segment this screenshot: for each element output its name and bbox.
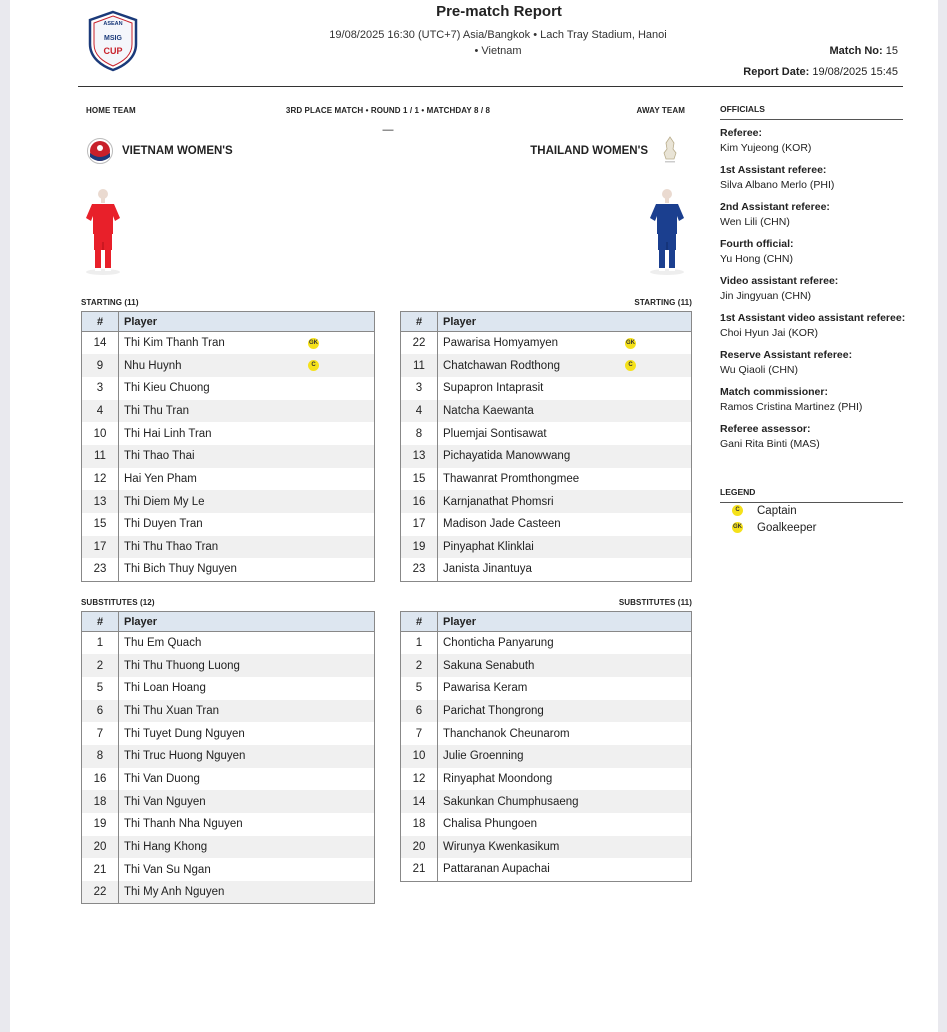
table-row: [401, 332, 692, 355]
table-row: [82, 745, 375, 768]
player-number: 7: [401, 722, 438, 745]
player-name: Julie Groenning: [443, 750, 524, 763]
player-number: 11: [82, 445, 119, 468]
player-number: 23: [82, 558, 119, 581]
player-name: Pichayatida Manowwang: [443, 450, 571, 463]
player-name: Pawarisa Homyamyen: [443, 337, 559, 350]
player-number: 22: [401, 332, 438, 355]
player-name: Thi Thao Thai: [124, 450, 195, 463]
legend-goalkeeper: GK Goalkeeper: [733, 522, 817, 534]
player-name: Thi Diem My Le: [124, 495, 205, 508]
player-name: Thawanrat Promthongmee: [443, 472, 580, 485]
player-cell: [438, 677, 692, 700]
table-row: [82, 768, 375, 791]
player-number: 18: [82, 790, 119, 813]
table-row: [401, 768, 692, 791]
player-number: 19: [82, 813, 119, 836]
player-name: Thi Bich Thuy Nguyen: [124, 563, 237, 576]
table-row: [82, 377, 375, 400]
official-name: Jin Jingyuan (CHN): [720, 290, 812, 302]
home-substitutes-table: [81, 611, 375, 904]
round-info: 3RD PLACE MATCH • ROUND 1 / 1 • MATCHDAY 8 / 8: [285, 106, 491, 115]
player-number: 6: [401, 700, 438, 723]
away-team-label: AWAY TEAM: [636, 106, 685, 115]
player-name: Pawarisa Keram: [443, 682, 528, 695]
official-name: Wen Lili (CHN): [720, 216, 790, 228]
player-number: 1: [401, 632, 438, 655]
table-row: [82, 654, 375, 677]
player-cell: [438, 558, 692, 581]
player-number: 15: [401, 468, 438, 491]
player-name: Sakuna Senabuth: [443, 659, 535, 672]
player-number: 5: [401, 677, 438, 700]
player-number: 14: [82, 332, 119, 355]
player-name: Thi Kieu Chuong: [124, 382, 210, 395]
player-name: Thi Van Duong: [124, 772, 200, 785]
table-row: [82, 513, 375, 536]
player-cell: [119, 881, 375, 904]
player-cell: [438, 377, 692, 400]
player-number: 4: [82, 400, 119, 423]
table-row: [401, 632, 692, 655]
table-row: [401, 677, 692, 700]
home-starting-label: STARTING (11): [81, 298, 139, 307]
away-substitutes-rows: [401, 632, 692, 882]
svg-text:MSIG: MSIG: [104, 35, 122, 42]
away-starting-label: STARTING (11): [634, 298, 692, 307]
player-number: 8: [82, 745, 119, 768]
home-kit-icon: [84, 186, 122, 276]
player-name: Pattaranan Aupachai: [443, 863, 550, 876]
player-name: Thi Thanh Nha Nguyen: [124, 818, 243, 831]
official-name: Kim Yujeong (KOR): [720, 142, 812, 154]
official-role: 1st Assistant video assistant referee:: [720, 312, 906, 324]
table-header: [82, 312, 375, 332]
table-row: [82, 858, 375, 881]
captain-badge-icon: C: [625, 360, 636, 371]
table-row: [82, 536, 375, 559]
player-name: Thi Duyen Tran: [124, 518, 203, 531]
player-cell: [438, 468, 692, 491]
player-cell: [438, 445, 692, 468]
table-row: [82, 354, 375, 377]
table-row: [401, 745, 692, 768]
player-cell: [119, 422, 375, 445]
official-role: Reserve Assistant referee:: [720, 349, 853, 361]
official-item: [720, 274, 910, 311]
player-name: Thi Thu Tran: [124, 404, 189, 417]
player-name: Pinyaphat Klinklai: [443, 541, 534, 554]
official-role: Match commissioner:: [720, 386, 828, 398]
table-header: [401, 312, 692, 332]
col-player: Player: [119, 612, 375, 632]
player-cell: [438, 700, 692, 723]
player-name: Janista Jinantuya: [443, 563, 532, 576]
player-name: Karnjanathat Phomsri: [443, 495, 554, 508]
report-title: Pre-match Report: [436, 3, 562, 20]
score-separator: —: [382, 124, 394, 136]
table-row: [82, 700, 375, 723]
col-player: Player: [438, 312, 692, 332]
home-team-label: HOME TEAM: [86, 106, 136, 115]
table-header: [401, 612, 692, 632]
official-name: Gani Rita Binti (MAS): [720, 438, 820, 450]
player-number: 23: [401, 558, 438, 581]
official-role: 2nd Assistant referee:: [720, 201, 830, 213]
table-row: [82, 677, 375, 700]
player-number: 22: [82, 881, 119, 904]
player-name: Rinyaphat Moondong: [443, 772, 553, 785]
official-item: [720, 200, 910, 237]
player-name: Natcha Kaewanta: [443, 404, 534, 417]
table-row: [401, 445, 692, 468]
player-cell: [119, 677, 375, 700]
player-cell: [119, 468, 375, 491]
player-cell: [438, 632, 692, 655]
player-cell: [119, 836, 375, 859]
away-substitutes-table: [400, 611, 692, 882]
table-row: [401, 858, 692, 881]
table-row: [401, 490, 692, 513]
player-cell: [119, 858, 375, 881]
col-number: #: [82, 612, 119, 632]
player-name: Wirunya Kwenkasikum: [443, 841, 560, 854]
player-number: 12: [82, 468, 119, 491]
player-number: 13: [82, 490, 119, 513]
player-name: Thi Thu Thao Tran: [124, 541, 219, 554]
table-row: [82, 722, 375, 745]
legend-heading: LEGEND: [720, 487, 903, 503]
player-number: 10: [82, 422, 119, 445]
away-kit-icon: [648, 186, 686, 276]
table-row: [401, 654, 692, 677]
table-row: [82, 422, 375, 445]
official-role: Referee assessor:: [720, 423, 811, 435]
player-number: 16: [82, 768, 119, 791]
match-number: Match No: 15: [829, 45, 898, 57]
player-cell: [119, 768, 375, 791]
player-number: 17: [82, 536, 119, 559]
player-cell: [119, 536, 375, 559]
col-number: #: [401, 312, 438, 332]
table-row: [82, 468, 375, 491]
player-name: Thi Tuyet Dung Nguyen: [124, 727, 245, 740]
home-starting-rows: [82, 332, 375, 582]
official-name: Yu Hong (CHN): [720, 253, 793, 265]
captain-badge-icon: C: [308, 360, 319, 371]
player-name: Chalisa Phungoen: [443, 818, 537, 831]
table-row: [401, 558, 692, 581]
official-item: [720, 311, 910, 348]
player-cell: [119, 790, 375, 813]
officials-heading: OFFICIALS: [720, 104, 903, 120]
table-row: [82, 558, 375, 581]
official-item: [720, 422, 910, 459]
player-cell: [119, 513, 375, 536]
home-team-name: VIETNAM WOMEN'S: [122, 145, 233, 157]
legend-captain: C Captain: [732, 505, 797, 517]
player-cell: [438, 654, 692, 677]
player-name: Sakunkan Chumphusaeng: [443, 795, 579, 808]
player-cell: [438, 513, 692, 536]
player-cell: [438, 768, 692, 791]
table-row: [401, 400, 692, 423]
player-name: Pluemjai Sontisawat: [443, 427, 547, 440]
player-number: 9: [82, 354, 119, 377]
player-number: 19: [401, 536, 438, 559]
player-number: 5: [82, 677, 119, 700]
table-row: [82, 790, 375, 813]
goalkeeper-badge-icon: GK: [625, 338, 636, 349]
player-cell: [119, 745, 375, 768]
player-name: Thi Truc Huong Nguyen: [124, 750, 246, 763]
table-row: [401, 722, 692, 745]
report-page: [10, 0, 938, 1032]
player-name: Thi Van Su Ngan: [124, 863, 211, 876]
official-name: Wu Qiaoli (CHN): [720, 364, 798, 376]
official-name: Ramos Cristina Martinez (PHI): [720, 401, 863, 413]
match-datetime-venue: 19/08/2025 16:30 (UTC+7) Asia/Bangkok • Lach Tray Stadium, Hanoi • Vietnam: [329, 29, 667, 57]
player-cell: [438, 722, 692, 745]
table-row: [82, 813, 375, 836]
player-number: 17: [401, 513, 438, 536]
player-number: 18: [401, 813, 438, 836]
player-number: 2: [82, 654, 119, 677]
player-number: 3: [82, 377, 119, 400]
player-cell: [119, 813, 375, 836]
table-row: [401, 790, 692, 813]
away-substitutes-label: SUBSTITUTES (11): [618, 598, 692, 607]
table-row: [82, 445, 375, 468]
report-date: Report Date: 19/08/2025 15:45: [743, 66, 898, 78]
player-number: 14: [401, 790, 438, 813]
official-role: Fourth official:: [720, 238, 794, 250]
official-item: [720, 348, 910, 385]
table-row: [82, 836, 375, 859]
player-number: 8: [401, 422, 438, 445]
player-name: Hai Yen Pham: [124, 472, 197, 485]
player-name: Thi Kim Thanh Tran: [124, 337, 225, 350]
player-number: 20: [82, 836, 119, 859]
player-cell: [119, 332, 375, 355]
player-name: Thi Hang Khong: [124, 841, 208, 854]
player-name: Thi Van Nguyen: [124, 795, 206, 808]
official-role: Referee:: [720, 127, 763, 139]
svg-text:ASEAN: ASEAN: [103, 21, 123, 27]
official-item: [720, 385, 910, 422]
col-number: #: [82, 312, 119, 332]
player-number: 13: [401, 445, 438, 468]
player-number: 1: [82, 632, 119, 655]
player-name: Madison Jade Casteen: [443, 518, 561, 531]
captain-badge-icon: C: [732, 505, 743, 516]
player-cell: [438, 422, 692, 445]
thailand-federation-crest-icon: [660, 135, 680, 165]
away-starting-table: [400, 311, 692, 582]
player-name: Supapron Intaprasit: [443, 382, 544, 395]
table-row: [401, 354, 692, 377]
player-name: Thi Loan Hoang: [124, 682, 206, 695]
player-number: 12: [401, 768, 438, 791]
player-number: 20: [401, 836, 438, 859]
player-cell: [119, 558, 375, 581]
svg-text:CUP: CUP: [103, 46, 123, 56]
player-cell: [438, 745, 692, 768]
player-cell: [119, 700, 375, 723]
player-cell: [438, 836, 692, 859]
table-row: [401, 536, 692, 559]
away-team-name: THAILAND WOMEN'S: [530, 145, 648, 157]
player-cell: [119, 377, 375, 400]
player-number: 21: [82, 858, 119, 881]
player-name: Thu Em Quach: [124, 637, 202, 650]
player-cell: [119, 490, 375, 513]
officials-list: [720, 126, 910, 459]
table-row: [401, 422, 692, 445]
player-number: 21: [401, 858, 438, 881]
goalkeeper-badge-icon: GK: [308, 338, 319, 349]
table-row: [401, 813, 692, 836]
table-row: [401, 377, 692, 400]
player-cell: [438, 332, 692, 355]
home-substitutes-rows: [82, 632, 375, 904]
player-number: 7: [82, 722, 119, 745]
table-row: [401, 468, 692, 491]
player-number: 2: [401, 654, 438, 677]
player-number: 3: [401, 377, 438, 400]
table-row: [82, 490, 375, 513]
player-name: Thi My Anh Nguyen: [124, 886, 225, 899]
table-row: [401, 513, 692, 536]
player-cell: [119, 354, 375, 377]
official-item: [720, 237, 910, 274]
official-name: Silva Albano Merlo (PHI): [720, 179, 835, 191]
player-name: Thi Thu Xuan Tran: [124, 704, 220, 717]
table-header: [82, 612, 375, 632]
goalkeeper-badge-icon: GK: [732, 522, 743, 533]
player-cell: [438, 400, 692, 423]
away-starting-rows: [401, 332, 692, 582]
table-row: [82, 332, 375, 355]
player-number: 11: [401, 354, 438, 377]
official-item: [720, 126, 910, 163]
table-row: [401, 836, 692, 859]
home-substitutes-label: SUBSTITUTES (12): [81, 598, 155, 607]
table-row: [82, 632, 375, 655]
header-divider: [78, 86, 903, 87]
player-cell: [119, 722, 375, 745]
player-cell: [438, 790, 692, 813]
col-player: Player: [438, 612, 692, 632]
player-cell: [119, 654, 375, 677]
home-starting-table: [81, 311, 375, 582]
player-cell: [438, 858, 692, 881]
official-role: Video assistant referee:: [720, 275, 839, 287]
player-number: 15: [82, 513, 119, 536]
player-cell: [438, 490, 692, 513]
player-cell: [119, 445, 375, 468]
player-cell: [119, 400, 375, 423]
player-name: Chatchawan Rodthong: [443, 359, 560, 372]
player-name: Thanchanok Cheunarom: [443, 727, 570, 740]
player-cell: [119, 632, 375, 655]
vietnam-federation-crest-icon: [86, 137, 114, 165]
player-name: Parichat Thongrong: [443, 704, 544, 717]
player-cell: [438, 813, 692, 836]
col-number: #: [401, 612, 438, 632]
player-number: 10: [401, 745, 438, 768]
player-number: 4: [401, 400, 438, 423]
col-player: Player: [119, 312, 375, 332]
official-item: [720, 163, 910, 200]
player-name: Nhu Huynh: [124, 359, 182, 372]
official-name: Choi Hyun Jai (KOR): [720, 327, 819, 339]
table-row: [401, 700, 692, 723]
player-number: 6: [82, 700, 119, 723]
player-cell: [438, 536, 692, 559]
table-row: [82, 881, 375, 904]
player-number: 16: [401, 490, 438, 513]
player-name: Thi Hai Linh Tran: [124, 427, 212, 440]
player-name: Thi Thu Thuong Luong: [124, 659, 240, 672]
table-row: [82, 400, 375, 423]
player-cell: [438, 354, 692, 377]
player-name: Chonticha Panyarung: [443, 637, 554, 650]
official-role: 1st Assistant referee:: [720, 164, 827, 176]
